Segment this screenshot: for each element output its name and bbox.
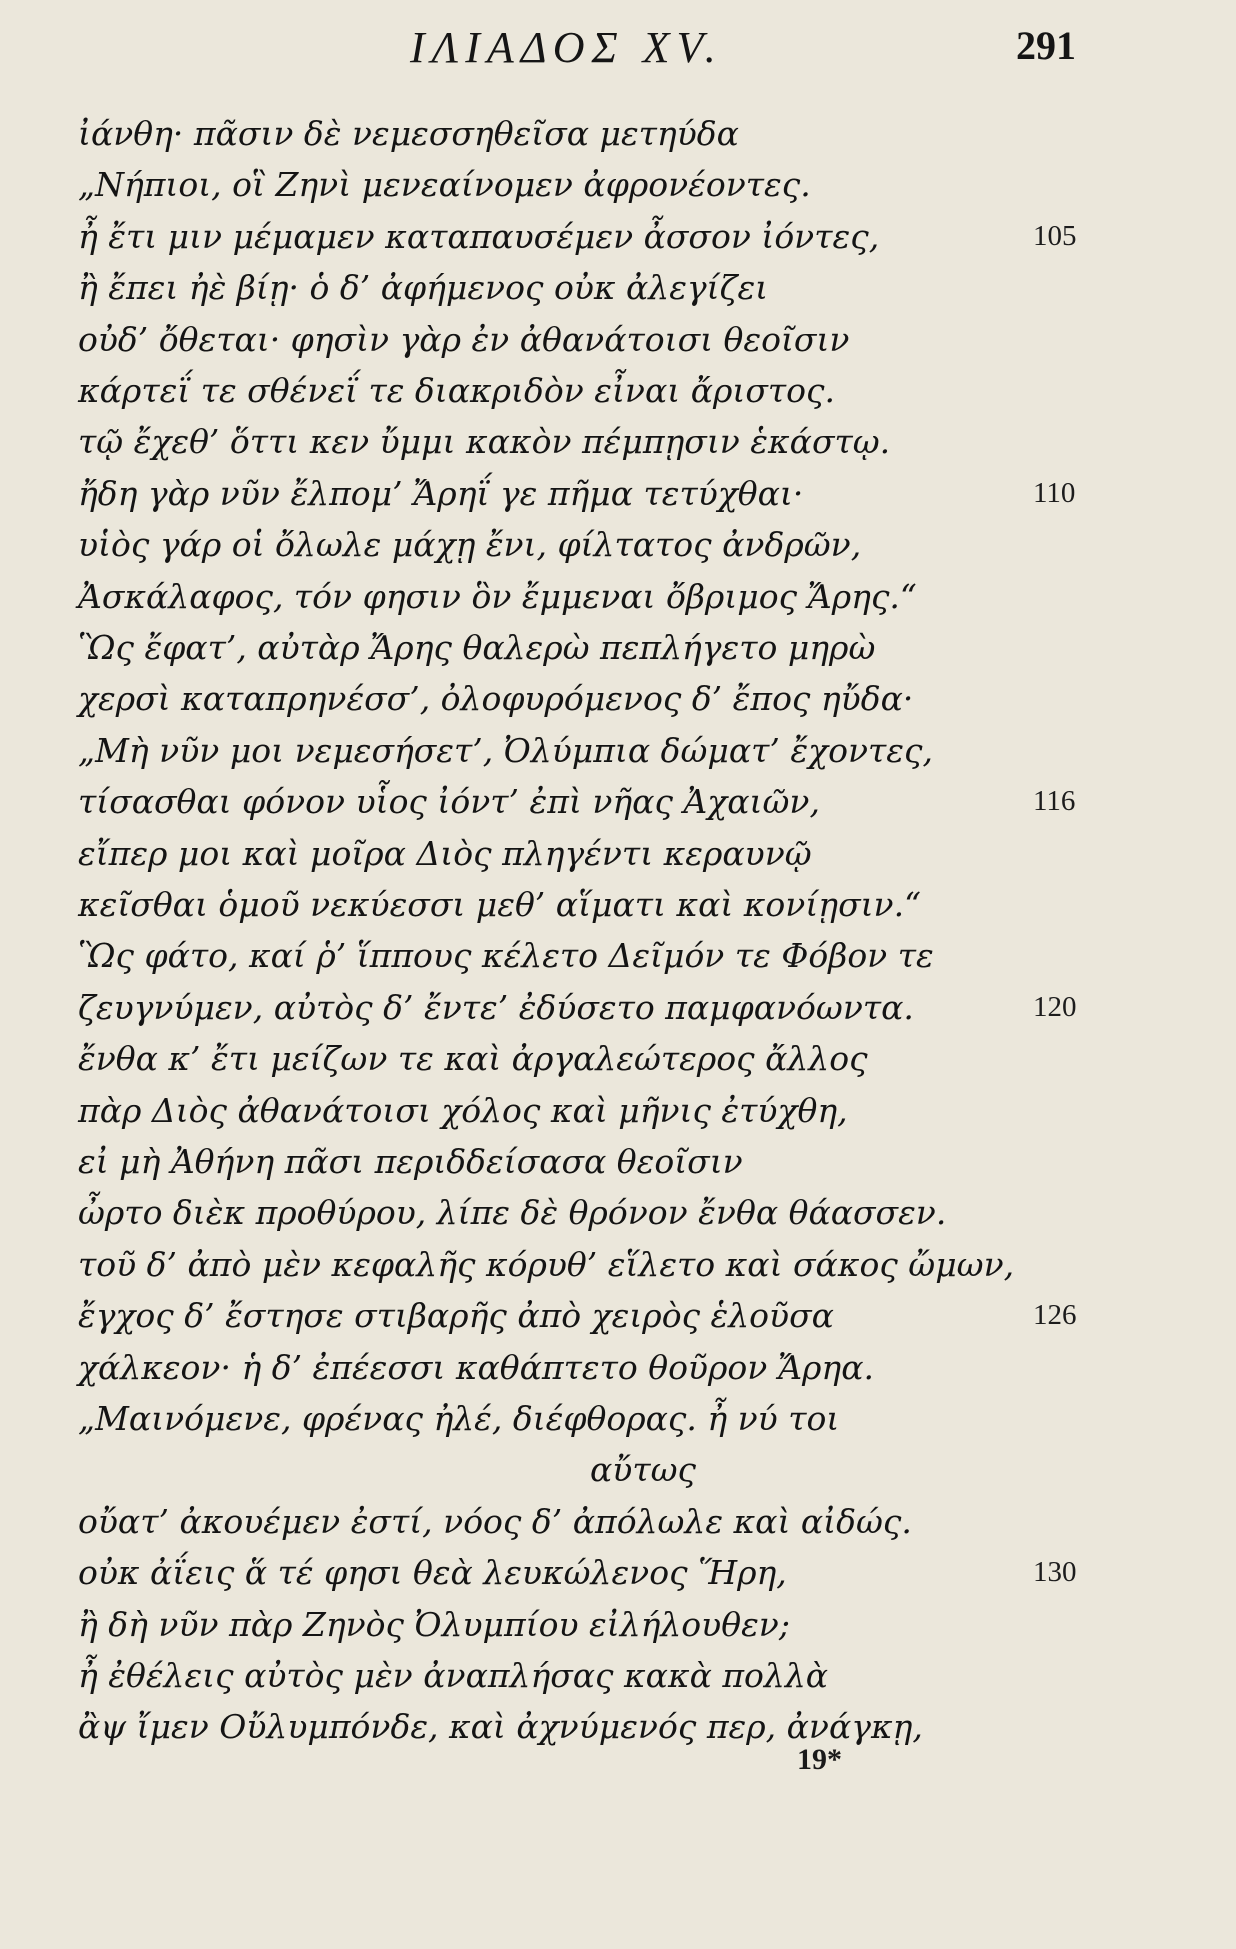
verse-text: ἢ δὴ νῦν πὰρ Ζηνὸς Ὀλυμπίου εἰλήλουθεν;: [78, 1604, 790, 1644]
verse-line: [78, 1239, 1088, 1290]
verse-text: χερσὶ καταπρηνέσσ’, ὀλοφυρόμενος δ’ ἔπος ηὔδα·: [78, 679, 914, 719]
verse-line: [78, 930, 1088, 981]
verse-line: [78, 1342, 1088, 1393]
verse-text: κάρτεΐ τε σθένεΐ τε διακριδὸν εἶναι ἄριστος.: [78, 371, 835, 410]
verse-text: υἱὸς γάρ οἱ ὄλωλε μάχῃ ἔνι, φίλτατος ἀνδρῶν,: [78, 525, 862, 565]
verse-line: [78, 1290, 1088, 1341]
verse-line: [78, 159, 1088, 210]
verse-text: Ὣς φάτο, καί ῥ’ ἵππους κέλετο Δεῖμόν τε Φόβον τε: [78, 936, 934, 976]
page-number: 291: [1016, 23, 1076, 68]
verse-text: ἰάνθη· πᾶσιν δὲ νεμεσσηθεῖσα μετηύδα: [78, 114, 739, 153]
verse-text: ἔγχος δ’ ἔστησε στιβαρῆς ἀπὸ χειρὸς ἑλοῦσα: [78, 1296, 834, 1336]
page-header: [0, 22, 1236, 82]
verse-line: [78, 1187, 1088, 1238]
verse-text: ζευγνύμεν, αὐτὸς δ’ ἔντε’ ἐδύσετο παμφανόωντα.: [78, 987, 914, 1027]
verse-line: [78, 314, 1088, 365]
verse-line: [78, 1136, 1088, 1187]
line-number: 130: [1033, 1556, 1077, 1589]
verse-line: [78, 519, 1088, 570]
printer-signature-mark: 19*: [797, 1743, 842, 1776]
line-number: 126: [1033, 1299, 1077, 1332]
line-number: 105: [1033, 219, 1077, 252]
verse-text: „Μὴ νῦν μοι νεμεσήσετ’, Ὀλύμπια δώματ’ ἔχοντες,: [78, 730, 933, 770]
verse-line: [78, 571, 1088, 622]
verse-text: Ὣς ἔφατ’, αὐτὰρ Ἄρης θαλερὼ πεπλήγετο μηρὼ: [78, 628, 876, 667]
verse-line: [78, 1701, 1088, 1752]
verse-line: [78, 725, 1088, 776]
verse-text: τῷ ἔχεθ’ ὅττι κεν ὔμμι κακὸν πέμπῃσιν ἑκάστῳ.: [78, 422, 891, 462]
verse-text: κεῖσθαι ὁμοῦ νεκύεσσι μεθ’ αἵματι καὶ κονίῃσιν.“: [78, 885, 921, 924]
verse-text: εἰ μὴ Ἀθήνη πᾶσι περιδδείσασα θεοῖσιν: [78, 1142, 743, 1181]
line-number: 116: [1033, 785, 1076, 818]
verse-line: [78, 365, 1088, 416]
verse-text: „Μαινόμενε, φρένας ἠλέ, διέφθορας. ἦ νύ τοι: [78, 1399, 840, 1438]
verse-line: [78, 1033, 1088, 1084]
verse-text: „Νήπιοι, οἳ Ζηνὶ μενεαίνομεν ἀφρονέοντες.: [78, 165, 811, 205]
verse-text: οὔατ’ ἀκουέμεν ἐστί, νόος δ’ ἀπόλωλε καὶ αἰδώς.: [78, 1501, 912, 1541]
verse-text: οὐκ ἀΐεις ἅ τέ φησι θεὰ λευκώλενος Ἥρη,: [78, 1553, 787, 1593]
verse-line: [78, 1085, 1088, 1136]
verse-text: χάλκεον· ἡ δ’ ἐπέεσσι καθάπτετο θοῦρον Ἄρηα.: [78, 1347, 874, 1387]
verse-line: [78, 879, 1088, 930]
line-number: 110: [1033, 476, 1076, 509]
verse-line: [78, 468, 1088, 519]
verse-line: [78, 1599, 1088, 1650]
verse-text: ὦρτο διὲκ προθύρου, λίπε δὲ θρόνον ἔνθα θάασσεν.: [78, 1193, 947, 1233]
verse-text: ἔνθα κ’ ἔτι μείζων τε καὶ ἀργαλεώτερος ἄλλος: [78, 1039, 868, 1079]
verse-text: ἦ ἔτι μιν μέμαμεν καταπαυσέμεν ἆσσον ἰόντες,: [78, 216, 880, 256]
verse-line: [78, 1650, 1088, 1701]
running-title: ΙΛΙΑΔΟΣ XV.: [410, 23, 723, 72]
verse-line: [78, 262, 1088, 313]
verse-line: [78, 982, 1088, 1033]
verse-text: εἴπερ μοι καὶ μοῖρα Διὸς πληγέντι κεραυνῷ: [78, 833, 812, 873]
verse-text: ἤδη γὰρ νῦν ἔλπομ’ Ἄρηΐ γε πῆμα τετύχθαι·: [78, 473, 804, 513]
verse-text: ἂψ ἴμεν Οὔλυμπόνδε, καὶ ἀχνύμενός περ, ἀνάγκῃ,: [78, 1707, 923, 1747]
verse-line: [78, 673, 1088, 724]
verse-line: [78, 1444, 1088, 1495]
verse-text: ἦ ἐθέλεις αὐτὸς μὲν ἀναπλήσας κακὰ πολλὰ: [78, 1656, 829, 1695]
verse-text: ἢ ἔπει ἠὲ βίῃ· ὁ δ’ ἀφήμενος οὐκ ἀλεγίζει: [78, 268, 769, 308]
verse-line: [78, 416, 1088, 467]
verse-line: [78, 1547, 1088, 1598]
verse-text: αὔτως: [590, 1450, 696, 1490]
verse-line: [78, 211, 1088, 262]
verse-text: πὰρ Διὸς ἀθανάτοισι χόλος καὶ μῆνις ἐτύχθη,: [78, 1090, 848, 1130]
verse-line: [78, 108, 1088, 159]
verse-line: [78, 622, 1088, 673]
verse-line: [78, 1496, 1088, 1547]
verse-line: [78, 828, 1088, 879]
verse-text: Ἀσκάλαφος, τόν φησιν ὃν ἔμμεναι ὄβριμος Ἄρης.“: [78, 576, 917, 616]
verse-text: οὐδ’ ὄθεται· φησὶν γὰρ ἐν ἀθανάτοισι θεοῖσιν: [78, 319, 850, 359]
line-number: 120: [1033, 990, 1077, 1023]
verse-line: [78, 1393, 1088, 1444]
verse-text: τίσασθαι φόνον υἷος ἰόντ’ ἐπὶ νῆας Ἀχαιῶν,: [78, 782, 820, 822]
verse-text: τοῦ δ’ ἀπὸ μὲν κεφαλῆς κόρυθ’ εἵλετο καὶ σάκος ὤμων,: [78, 1244, 1015, 1284]
verse-line: [78, 776, 1088, 827]
